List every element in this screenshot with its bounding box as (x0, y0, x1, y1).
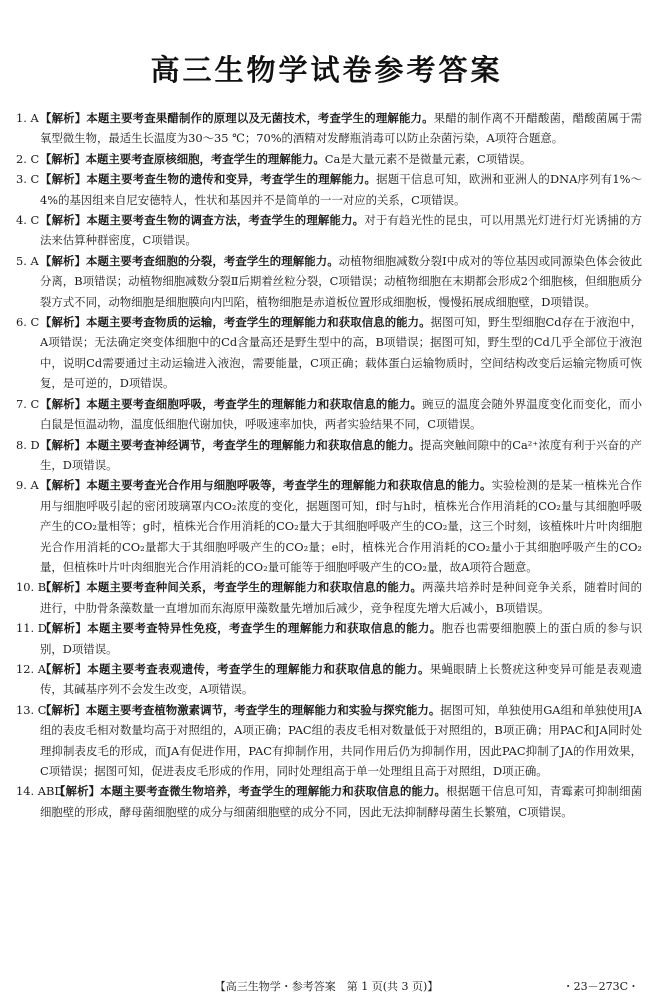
answer-number: 2. C (16, 151, 40, 166)
answer-number: 6. C (16, 315, 40, 330)
answer-number: 12. A (16, 661, 46, 676)
answer-number: 14. ABD (16, 784, 64, 799)
answer-summary: 本题主要考查生物的调查方法，考查学生的理解能力。 (86, 213, 365, 228)
answer-item (16, 577, 642, 618)
answer-body: 胞吞也需要细胞膜上的蛋白质的参与识别，D项错误。 (40, 621, 642, 656)
analysis-tag: 【解析】 (40, 478, 87, 493)
answer-summary: 本题主要考查光合作用与细胞呼吸等，考查学生的理解能力和获取信息的能力。 (86, 478, 492, 493)
answer-number: 10. B (16, 580, 47, 595)
answer-item (16, 149, 642, 169)
answer-item (16, 169, 642, 210)
answer-list (16, 108, 642, 822)
answer-body: 根据题干信息可知，青霉素可抑制细菌细胞壁的形成，酵母菌细胞壁的成分与细菌细胞壁的成分不同，因此无法抑制酵母菌生长繁殖，C项错误。 (40, 784, 642, 819)
answer-number: 1. A (16, 111, 39, 125)
answer-number: 13. C (16, 702, 47, 717)
answer-item (16, 475, 642, 577)
answer-item (16, 210, 642, 251)
answer-body: 提高突触间隙中的Ca²⁺浓度有利于兴奋的产生，D项错误。 (40, 437, 642, 472)
analysis-tag: 【解析】 (40, 111, 87, 125)
answer-summary: 本题主要考查生物的遗传和变异，考查学生的理解能力。 (86, 172, 377, 187)
answer-body: 果醋的制作离不开醋酸菌，醋酸菌属于需氧型微生物，最适生长温度为30～35 ℃；70%的酒精对发酵瓶消毒可以防止杂菌污染，A项符合题意。 (40, 111, 642, 146)
answer-item (16, 700, 642, 782)
analysis-tag: 【解析】 (40, 580, 87, 595)
answer-item (16, 312, 642, 394)
analysis-tag: 【解析】 (40, 213, 87, 228)
footer-page-info: 【高三生物学・参考答案 第 1 页(共 3 页)】 (214, 980, 439, 993)
analysis-tag: 【解析】 (54, 784, 101, 799)
answer-number: 4. C (16, 213, 40, 228)
analysis-tag: 【解析】 (40, 396, 87, 411)
answer-body: 动植物细胞减数分裂Ⅰ中成对的等位基因或同源染色体会彼此分离，B项错误；动植物细胞减数分裂Ⅱ后期着丝粒分裂，C项错误；动植物细胞在末期都会形成2个细胞核，但细胞质分裂方式不同，动物细胞是细胞膜向内凹陷，植物细胞是赤道板位置形成细胞板，慢慢拓展成细胞壁，D项错误。 (40, 253, 643, 309)
analysis-tag: 【解析】 (40, 661, 88, 676)
answer-item (16, 781, 642, 822)
analysis-tag: 【解析】 (40, 172, 87, 187)
answer-item (16, 251, 642, 312)
answer-body: 实验检测的是某一植株光合作用与细胞呼吸引起的密闭玻璃罩内CO₂浓度的变化，据题图可知，f时与h时，植株光合作用消耗的CO₂量与其细胞呼吸产生的CO₂量相等；g时，植株光合作用消耗的CO₂量大于其细胞呼吸产生的CO₂量，这三个时刻，该植株叶片叶肉细胞光合作用消耗的CO₂量都大于其细胞呼吸产生的CO₂量；e时，植株光合作用消耗的CO₂量小于其细胞呼吸产生的CO₂量，但植株叶片叶肉细胞光合作用消耗的CO₂量可能等于细胞呼吸产生的CO₂量，故A项符合题意。 (40, 478, 642, 574)
answer-summary: 本题主要考查特异性免疫，考查学生的理解能力和获取信息的能力。 (87, 621, 442, 636)
answer-body: 两藻共培养时是种间竞争关系，随着时间的进行，中肋骨条藻数量一直增加而东海原甲藻数量先增加后减少，竞争程度先增大后减小，B项错误。 (40, 580, 642, 615)
answer-summary: 本题主要考查物质的运输，考查学生的理解能力和获取信息的能力。 (85, 315, 431, 330)
analysis-tag: 【解析】 (40, 151, 86, 166)
answer-summary: 本题主要考查表观遗传，考查学生的理解能力和获取信息的能力。 (87, 661, 430, 676)
answer-summary: 本题主要考查细胞的分裂，考查学生的理解能力。 (85, 253, 339, 268)
answer-item (16, 394, 642, 435)
answer-body: Ca是大量元素不是微量元素，C项错误。 (324, 151, 532, 166)
answer-item (16, 108, 642, 149)
analysis-tag: 【解析】 (40, 621, 88, 636)
answer-body: 据题干信息可知，欧洲和亚洲人的DNA序列有1%～4%的基因组来自尼安德特人，性状和基因并不是简单的一一对应的关系，C项错误。 (40, 172, 642, 207)
answer-number: 11. D (16, 621, 47, 636)
answer-body: 豌豆的温度会随外界温度变化而变化，而小白鼠是恒温动物，温度低细胞代谢加快，呼吸速率加快，两者实验结果不同，C项错误。 (40, 396, 642, 432)
answer-summary: 本题主要考查果醋制作的原理以及无菌技术，考查学生的理解能力。 (86, 111, 434, 125)
analysis-tag: 【解析】 (40, 702, 86, 717)
answer-number: 9. A (16, 478, 39, 493)
answer-number: 5. A (16, 253, 39, 268)
answer-number: 3. C (16, 172, 40, 187)
answer-summary: 本题主要考查神经调节，考查学生的理解能力和获取信息的能力。 (86, 437, 421, 452)
answer-body: 果蝇眼睛上长赘疣这种变异可能是表观遗传，其碱基序列不会发生改变，A项错误。 (40, 661, 642, 697)
answer-item (16, 618, 642, 659)
page-title: 高三生物学试卷参考答案 (150, 53, 503, 87)
analysis-tag: 【解析】 (40, 253, 86, 268)
answer-item (16, 435, 642, 476)
answer-summary: 本题主要考查植物激素调节，考查学生的理解能力和实验与探究能力。 (85, 702, 441, 717)
answer-summary: 本题主要考查原核细胞，考查学生的理解能力。 (85, 151, 325, 166)
answer-body: 据图可知，单独使用GA组和单独使用JA组的表皮毛相对数量均高于对照组的，A项正确；PAC组的表皮毛相对数量低于对照组的，B项正确；用PAC和JA同时处理抑制表皮毛的形成，而JA有促进作用，PAC有抑制作用，共同作用后仍为抑制作用，因此PAC抑制了JA的作用效果，C项错误；据图可知，促进表皮毛形成的作用，同时处理组高于单一处理组且高于对照组，D项正确。 (40, 702, 642, 778)
answer-number: 8. D (16, 437, 40, 452)
answer-body: 对于有趋光性的昆虫，可以用黑光灯进行灯光诱捕的方法来估算种群密度，C项错误。 (40, 213, 642, 248)
analysis-tag: 【解析】 (40, 437, 87, 452)
answer-body: 据图可知，野生型细胞Cd存在于液泡中，A项错误；无法确定突变体细胞中的Cd含量高还是野生型中的高，B项错误；据图可知，野生型的Cd几乎全部位于液泡中，说明Cd需要通过主动运输进入液泡，需要能量，C项正确；载体蛋白运输物质时，空间结构改变后运输完物质可恢复，是可逆的，D项错误。 (40, 315, 642, 391)
answer-summary: 本题主要考查种间关系，考查学生的理解能力和获取信息的能力。 (86, 580, 423, 595)
answer-summary: 本题主要考查细胞呼吸，考查学生的理解能力和获取信息的能力。 (86, 396, 423, 411)
footer-code: ・23－273C・ (562, 980, 639, 993)
analysis-tag: 【解析】 (40, 315, 86, 330)
answer-summary: 本题主要考查微生物培养，考查学生的理解能力和获取信息的能力。 (100, 784, 447, 799)
answer-number: 7. C (16, 396, 40, 411)
answer-item (16, 659, 642, 700)
